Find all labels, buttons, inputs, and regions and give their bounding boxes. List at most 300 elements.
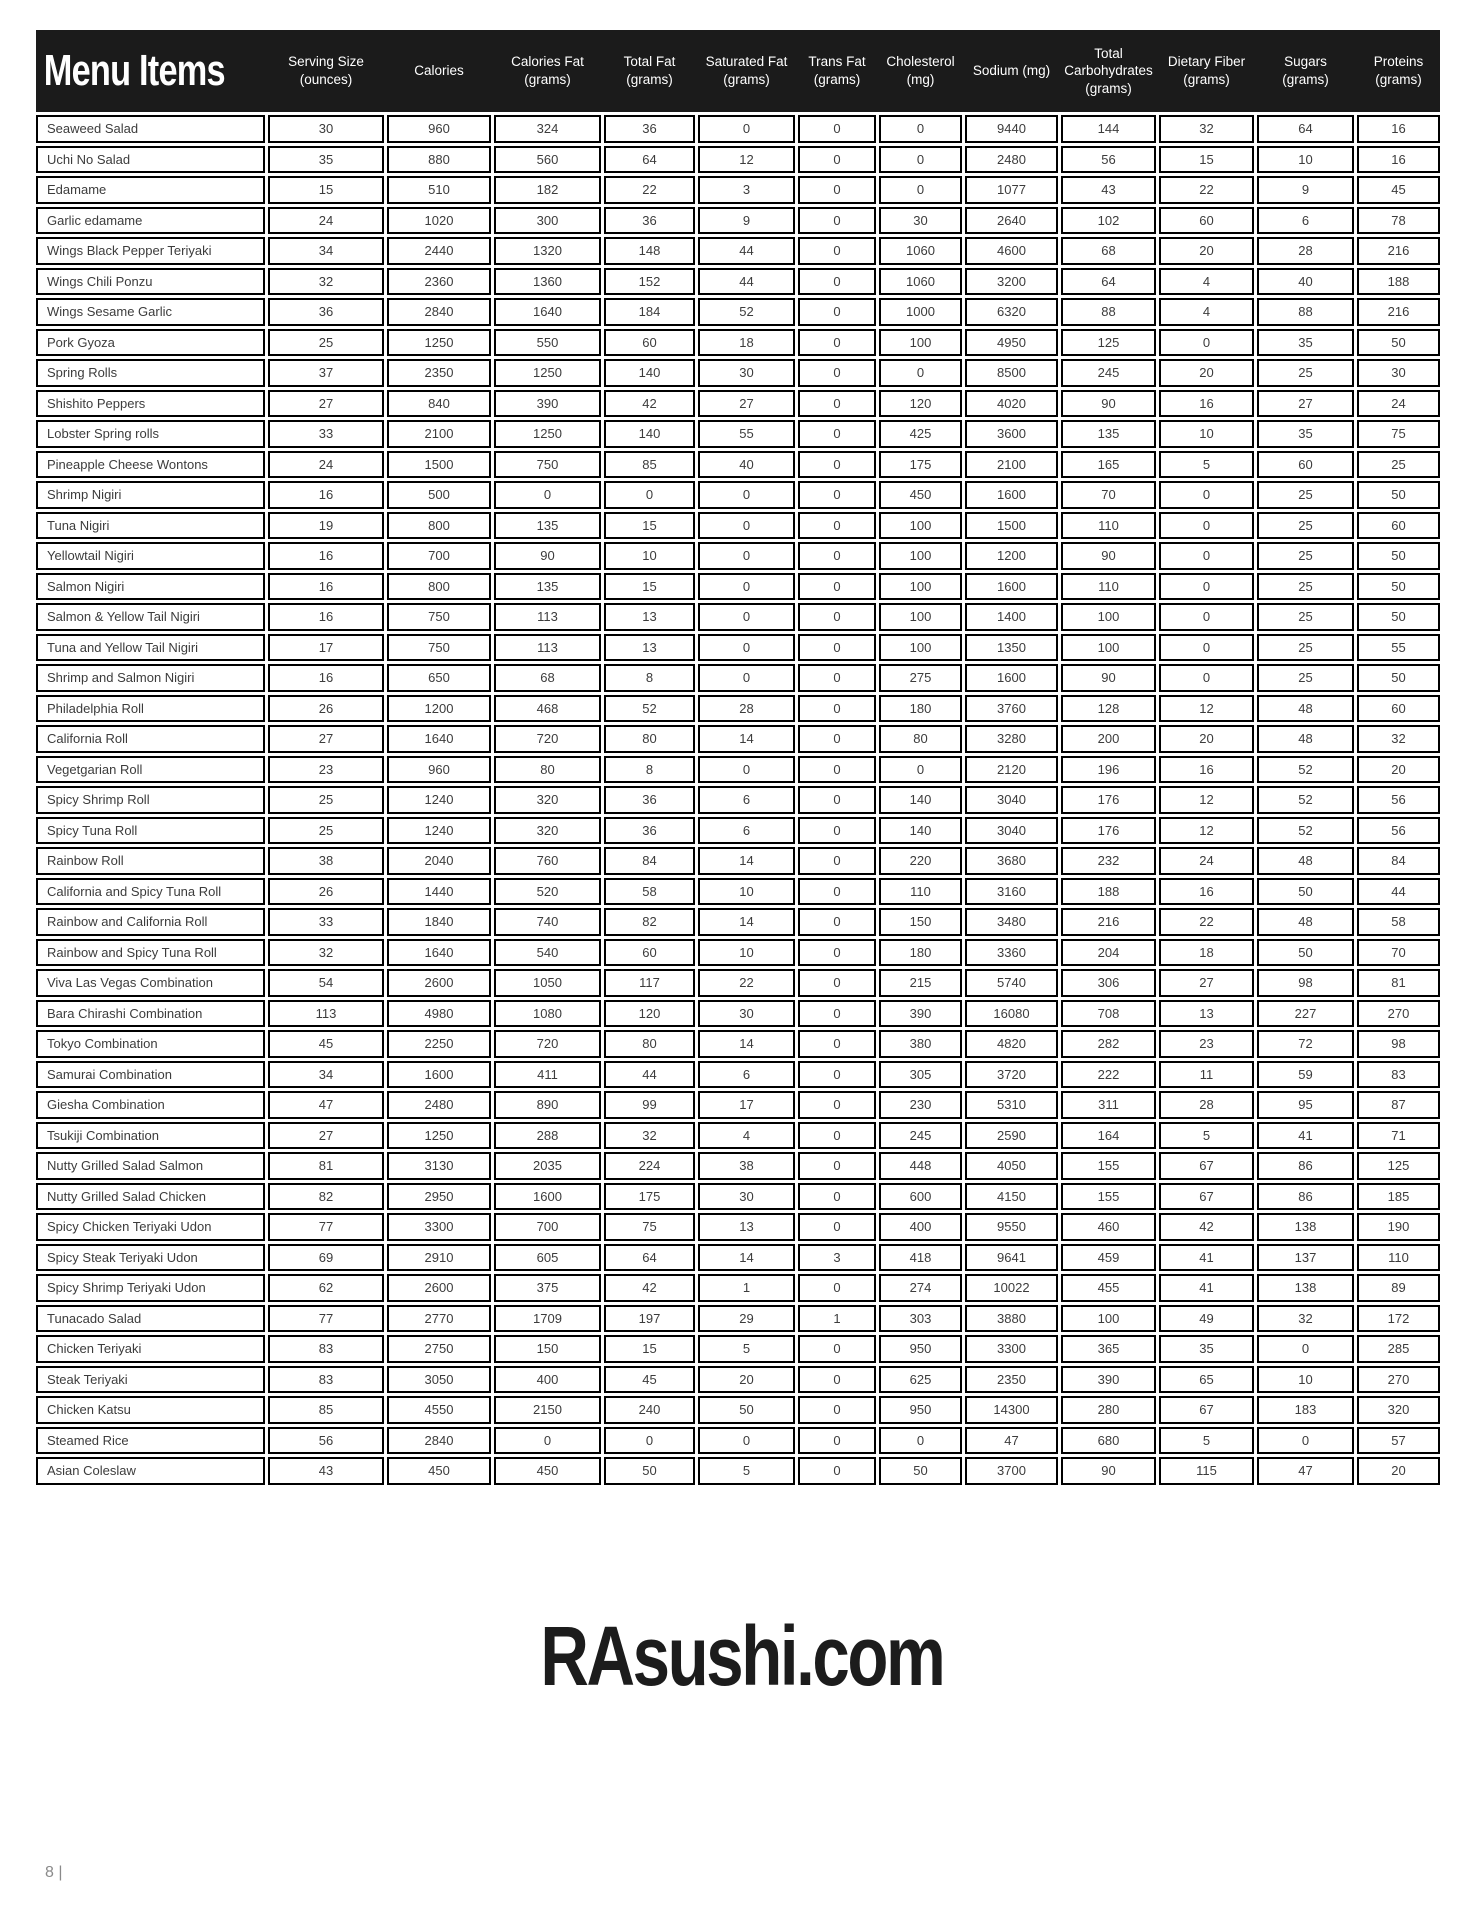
nutrition-value: 455 bbox=[1061, 1274, 1156, 1302]
nutrition-value: 20 bbox=[1159, 725, 1254, 753]
table-row bbox=[36, 1091, 1440, 1119]
table-row bbox=[36, 908, 1440, 936]
nutrition-value: 196 bbox=[1061, 756, 1156, 784]
nutrition-value: 64 bbox=[1061, 268, 1156, 296]
nutrition-value: 0 bbox=[879, 1427, 962, 1455]
nutrition-value: 880 bbox=[387, 146, 491, 174]
nutrition-value: 176 bbox=[1061, 786, 1156, 814]
nutrition-value: 67 bbox=[1159, 1183, 1254, 1211]
nutrition-value: 113 bbox=[268, 1000, 384, 1028]
nutrition-value: 90 bbox=[1061, 542, 1156, 570]
nutrition-value: 450 bbox=[494, 1457, 601, 1485]
table-row bbox=[36, 1305, 1440, 1333]
nutrition-value: 50 bbox=[1357, 664, 1440, 692]
table-row bbox=[36, 1396, 1440, 1424]
nutrition-value: 303 bbox=[879, 1305, 962, 1333]
nutrition-value: 27 bbox=[268, 725, 384, 753]
nutrition-value: 0 bbox=[1159, 512, 1254, 540]
nutrition-value: 418 bbox=[879, 1244, 962, 1272]
table-row bbox=[36, 329, 1440, 357]
nutrition-value: 172 bbox=[1357, 1305, 1440, 1333]
nutrition-value: 680 bbox=[1061, 1427, 1156, 1455]
nutrition-value: 1020 bbox=[387, 207, 491, 235]
nutrition-value: 35 bbox=[1257, 420, 1354, 448]
nutrition-value: 4950 bbox=[965, 329, 1058, 357]
nutrition-value: 380 bbox=[879, 1030, 962, 1058]
nutrition-value: 25 bbox=[1257, 573, 1354, 601]
nutrition-value: 9 bbox=[1257, 176, 1354, 204]
menu-item-name: Steamed Rice bbox=[36, 1427, 265, 1455]
table-row bbox=[36, 420, 1440, 448]
nutrition-value: 45 bbox=[1357, 176, 1440, 204]
nutrition-value: 60 bbox=[1159, 207, 1254, 235]
page-number: 8 | bbox=[45, 1864, 63, 1881]
nutrition-value: 245 bbox=[1061, 359, 1156, 387]
column-header: Sugars (grams) bbox=[1282, 54, 1329, 87]
nutrition-value: 55 bbox=[698, 420, 795, 448]
nutrition-value: 10 bbox=[1257, 1366, 1354, 1394]
nutrition-value: 6 bbox=[1257, 207, 1354, 235]
nutrition-value: 960 bbox=[387, 756, 491, 784]
nutrition-value: 275 bbox=[879, 664, 962, 692]
nutrition-value: 32 bbox=[1257, 1305, 1354, 1333]
table-row bbox=[36, 1274, 1440, 1302]
nutrition-value: 13 bbox=[698, 1213, 795, 1241]
nutrition-value: 2950 bbox=[387, 1183, 491, 1211]
nutrition-value: 85 bbox=[604, 451, 695, 479]
table-row bbox=[36, 969, 1440, 997]
nutrition-value: 1600 bbox=[494, 1183, 601, 1211]
nutrition-value: 0 bbox=[798, 634, 876, 662]
nutrition-value: 215 bbox=[879, 969, 962, 997]
nutrition-value: 0 bbox=[798, 695, 876, 723]
table-row bbox=[36, 115, 1440, 143]
nutrition-value: 9641 bbox=[965, 1244, 1058, 1272]
nutrition-value: 5740 bbox=[965, 969, 1058, 997]
nutrition-value: 50 bbox=[1257, 878, 1354, 906]
menu-item-name: Vegetgarian Roll bbox=[36, 756, 265, 784]
nutrition-value: 113 bbox=[494, 634, 601, 662]
nutrition-value: 890 bbox=[494, 1091, 601, 1119]
table-row bbox=[36, 695, 1440, 723]
nutrition-value: 2750 bbox=[387, 1335, 491, 1363]
table-title: Menu Items bbox=[43, 46, 225, 95]
nutrition-value: 390 bbox=[879, 1000, 962, 1028]
nutrition-value: 0 bbox=[798, 878, 876, 906]
nutrition-value: 120 bbox=[879, 390, 962, 418]
nutrition-value: 48 bbox=[1257, 725, 1354, 753]
nutrition-value: 0 bbox=[798, 542, 876, 570]
nutrition-value: 0 bbox=[494, 481, 601, 509]
nutrition-value: 0 bbox=[798, 1061, 876, 1089]
menu-item-name: Spicy Shrimp Teriyaki Udon bbox=[36, 1274, 265, 1302]
nutrition-value: 71 bbox=[1357, 1122, 1440, 1150]
nutrition-value: 148 bbox=[604, 237, 695, 265]
nutrition-value: 700 bbox=[387, 542, 491, 570]
nutrition-value: 13 bbox=[604, 634, 695, 662]
nutrition-value: 128 bbox=[1061, 695, 1156, 723]
nutrition-value: 20 bbox=[1357, 1457, 1440, 1485]
nutrition-value: 56 bbox=[1357, 786, 1440, 814]
nutrition-value: 28 bbox=[698, 695, 795, 723]
table-row bbox=[36, 1183, 1440, 1211]
nutrition-value: 365 bbox=[1061, 1335, 1156, 1363]
nutrition-value: 68 bbox=[1061, 237, 1156, 265]
nutrition-value: 2770 bbox=[387, 1305, 491, 1333]
nutrition-value: 32 bbox=[1159, 115, 1254, 143]
nutrition-value: 16 bbox=[268, 573, 384, 601]
nutrition-value: 8 bbox=[604, 664, 695, 692]
nutrition-value: 1 bbox=[798, 1305, 876, 1333]
table-row bbox=[36, 725, 1440, 753]
table-row bbox=[36, 1122, 1440, 1150]
menu-item-name: Bara Chirashi Combination bbox=[36, 1000, 265, 1028]
nutrition-value: 0 bbox=[604, 1427, 695, 1455]
nutrition-value: 2480 bbox=[965, 146, 1058, 174]
nutrition-value: 14 bbox=[698, 725, 795, 753]
nutrition-value: 27 bbox=[1159, 969, 1254, 997]
nutrition-value: 0 bbox=[798, 1427, 876, 1455]
nutrition-value: 2250 bbox=[387, 1030, 491, 1058]
nutrition-value: 38 bbox=[698, 1152, 795, 1180]
nutrition-value: 12 bbox=[1159, 695, 1254, 723]
nutrition-value: 44 bbox=[604, 1061, 695, 1089]
table-row bbox=[36, 1244, 1440, 1272]
nutrition-value: 245 bbox=[879, 1122, 962, 1150]
nutrition-value: 2480 bbox=[387, 1091, 491, 1119]
nutrition-value: 32 bbox=[1357, 725, 1440, 753]
menu-item-name: Steak Teriyaki bbox=[36, 1366, 265, 1394]
nutrition-value: 390 bbox=[494, 390, 601, 418]
nutrition-value: 68 bbox=[494, 664, 601, 692]
nutrition-value: 18 bbox=[1159, 939, 1254, 967]
nutrition-value: 1709 bbox=[494, 1305, 601, 1333]
nutrition-value: 1400 bbox=[965, 603, 1058, 631]
nutrition-value: 0 bbox=[698, 1427, 795, 1455]
nutrition-value: 0 bbox=[798, 939, 876, 967]
nutrition-value: 26 bbox=[268, 878, 384, 906]
nutrition-value: 87 bbox=[1357, 1091, 1440, 1119]
menu-item-name: Edamame bbox=[36, 176, 265, 204]
nutrition-value: 14 bbox=[698, 1244, 795, 1272]
nutrition-value: 12 bbox=[1159, 786, 1254, 814]
table-row bbox=[36, 1366, 1440, 1394]
table-row bbox=[36, 146, 1440, 174]
nutrition-value: 5 bbox=[698, 1457, 795, 1485]
nutrition-value: 3760 bbox=[965, 695, 1058, 723]
nutrition-value: 41 bbox=[1159, 1274, 1254, 1302]
menu-item-name: California and Spicy Tuna Roll bbox=[36, 878, 265, 906]
nutrition-value: 6 bbox=[698, 817, 795, 845]
nutrition-value: 100 bbox=[1061, 1305, 1156, 1333]
nutrition-value: 100 bbox=[879, 573, 962, 601]
nutrition-value: 50 bbox=[1357, 573, 1440, 601]
nutrition-value: 960 bbox=[387, 115, 491, 143]
nutrition-value: 24 bbox=[1159, 847, 1254, 875]
nutrition-value: 375 bbox=[494, 1274, 601, 1302]
nutrition-value: 150 bbox=[494, 1335, 601, 1363]
nutrition-value: 1080 bbox=[494, 1000, 601, 1028]
table-row bbox=[36, 756, 1440, 784]
column-header: Sodium (mg) bbox=[972, 63, 1051, 79]
nutrition-value: 69 bbox=[268, 1244, 384, 1272]
nutrition-value: 0 bbox=[698, 542, 795, 570]
nutrition-value: 4 bbox=[1159, 298, 1254, 326]
nutrition-value: 320 bbox=[494, 786, 601, 814]
column-header: Cholesterol (mg) bbox=[886, 54, 955, 87]
nutrition-value: 49 bbox=[1159, 1305, 1254, 1333]
nutrition-value: 24 bbox=[268, 451, 384, 479]
nutrition-value: 58 bbox=[1357, 908, 1440, 936]
nutrition-value: 197 bbox=[604, 1305, 695, 1333]
nutrition-value: 0 bbox=[798, 1213, 876, 1241]
nutrition-value: 84 bbox=[604, 847, 695, 875]
nutrition-value: 22 bbox=[1159, 908, 1254, 936]
nutrition-value: 0 bbox=[798, 420, 876, 448]
menu-item-name: Asian Coleslaw bbox=[36, 1457, 265, 1485]
nutrition-value: 43 bbox=[1061, 176, 1156, 204]
nutrition-value: 3480 bbox=[965, 908, 1058, 936]
nutrition-value: 15 bbox=[604, 512, 695, 540]
nutrition-value: 28 bbox=[1257, 237, 1354, 265]
nutrition-value: 70 bbox=[1357, 939, 1440, 967]
nutrition-value: 324 bbox=[494, 115, 601, 143]
nutrition-value: 1600 bbox=[965, 664, 1058, 692]
nutrition-value: 82 bbox=[268, 1183, 384, 1211]
nutrition-value: 32 bbox=[268, 939, 384, 967]
nutrition-value: 86 bbox=[1257, 1183, 1354, 1211]
nutrition-value: 99 bbox=[604, 1091, 695, 1119]
nutrition-value: 3 bbox=[698, 176, 795, 204]
nutrition-value: 0 bbox=[798, 817, 876, 845]
menu-item-name: Shrimp Nigiri bbox=[36, 481, 265, 509]
nutrition-value: 90 bbox=[1061, 1457, 1156, 1485]
nutrition-value: 72 bbox=[1257, 1030, 1354, 1058]
nutrition-value: 33 bbox=[268, 420, 384, 448]
nutrition-value: 125 bbox=[1061, 329, 1156, 357]
nutrition-value: 33 bbox=[268, 908, 384, 936]
menu-item-name: Tsukiji Combination bbox=[36, 1122, 265, 1150]
nutrition-value: 40 bbox=[1257, 268, 1354, 296]
nutrition-value: 0 bbox=[798, 176, 876, 204]
nutrition-value: 1000 bbox=[879, 298, 962, 326]
nutrition-value: 200 bbox=[1061, 725, 1156, 753]
nutrition-value: 2600 bbox=[387, 969, 491, 997]
nutrition-value: 0 bbox=[798, 1457, 876, 1485]
table-row bbox=[36, 298, 1440, 326]
nutrition-value: 230 bbox=[879, 1091, 962, 1119]
nutrition-value: 1600 bbox=[965, 481, 1058, 509]
nutrition-value: 50 bbox=[1257, 939, 1354, 967]
nutrition-value: 9 bbox=[698, 207, 795, 235]
nutrition-value: 0 bbox=[798, 1030, 876, 1058]
nutrition-value: 0 bbox=[1159, 603, 1254, 631]
nutrition-value: 56 bbox=[268, 1427, 384, 1455]
nutrition-value: 0 bbox=[798, 146, 876, 174]
table-row bbox=[36, 1000, 1440, 1028]
nutrition-value: 27 bbox=[268, 390, 384, 418]
nutrition-value: 560 bbox=[494, 146, 601, 174]
nutrition-value: 56 bbox=[1061, 146, 1156, 174]
table-row bbox=[36, 573, 1440, 601]
nutrition-value: 1250 bbox=[387, 1122, 491, 1150]
nutrition-value: 24 bbox=[268, 207, 384, 235]
nutrition-value: 16 bbox=[1357, 146, 1440, 174]
nutrition-value: 25 bbox=[1257, 512, 1354, 540]
nutrition-value: 16 bbox=[1357, 115, 1440, 143]
nutrition-value: 22 bbox=[604, 176, 695, 204]
nutrition-value: 32 bbox=[604, 1122, 695, 1150]
nutrition-value: 2040 bbox=[387, 847, 491, 875]
nutrition-value: 77 bbox=[268, 1213, 384, 1241]
nutrition-value: 64 bbox=[604, 1244, 695, 1272]
menu-item-name: Rainbow and Spicy Tuna Roll bbox=[36, 939, 265, 967]
nutrition-value: 25 bbox=[268, 329, 384, 357]
nutrition-value: 30 bbox=[1357, 359, 1440, 387]
nutrition-value: 9550 bbox=[965, 1213, 1058, 1241]
nutrition-value: 0 bbox=[798, 603, 876, 631]
nutrition-value: 28 bbox=[1159, 1091, 1254, 1119]
nutrition-value: 750 bbox=[387, 603, 491, 631]
nutrition-value: 3160 bbox=[965, 878, 1058, 906]
nutrition-value: 50 bbox=[1357, 481, 1440, 509]
nutrition-value: 20 bbox=[1159, 237, 1254, 265]
nutrition-value: 52 bbox=[698, 298, 795, 326]
nutrition-value: 10 bbox=[1159, 420, 1254, 448]
nutrition-value: 1200 bbox=[387, 695, 491, 723]
nutrition-value: 22 bbox=[1159, 176, 1254, 204]
nutrition-value: 320 bbox=[1357, 1396, 1440, 1424]
nutrition-value: 280 bbox=[1061, 1396, 1156, 1424]
nutrition-value: 5310 bbox=[965, 1091, 1058, 1119]
nutrition-value: 36 bbox=[268, 298, 384, 326]
nutrition-value: 0 bbox=[798, 298, 876, 326]
menu-item-name: Nutty Grilled Salad Chicken bbox=[36, 1183, 265, 1211]
menu-item-name: Nutty Grilled Salad Salmon bbox=[36, 1152, 265, 1180]
nutrition-value: 2100 bbox=[387, 420, 491, 448]
nutrition-value: 10022 bbox=[965, 1274, 1058, 1302]
nutrition-value: 26 bbox=[268, 695, 384, 723]
nutrition-value: 1600 bbox=[965, 573, 1058, 601]
nutrition-value: 0 bbox=[879, 115, 962, 143]
nutrition-value: 36 bbox=[604, 207, 695, 235]
nutrition-value: 1060 bbox=[879, 237, 962, 265]
nutrition-value: 17 bbox=[698, 1091, 795, 1119]
nutrition-value: 125 bbox=[1357, 1152, 1440, 1180]
nutrition-value: 60 bbox=[604, 939, 695, 967]
nutrition-value: 1500 bbox=[965, 512, 1058, 540]
menu-item-name: Giesha Combination bbox=[36, 1091, 265, 1119]
nutrition-value: 10 bbox=[604, 542, 695, 570]
nutrition-value: 300 bbox=[494, 207, 601, 235]
nutrition-value: 75 bbox=[604, 1213, 695, 1241]
menu-item-name: Tunacado Salad bbox=[36, 1305, 265, 1333]
nutrition-value: 0 bbox=[798, 786, 876, 814]
nutrition-value: 0 bbox=[1159, 664, 1254, 692]
nutrition-value: 2350 bbox=[387, 359, 491, 387]
nutrition-value: 14300 bbox=[965, 1396, 1058, 1424]
menu-item-name: Spicy Chicken Teriyaki Udon bbox=[36, 1213, 265, 1241]
nutrition-value: 3040 bbox=[965, 817, 1058, 845]
nutrition-value: 0 bbox=[879, 176, 962, 204]
menu-item-name: California Roll bbox=[36, 725, 265, 753]
nutrition-value: 36 bbox=[604, 115, 695, 143]
nutrition-value: 120 bbox=[604, 1000, 695, 1028]
nutrition-value: 1600 bbox=[387, 1061, 491, 1089]
nutrition-value: 1250 bbox=[494, 420, 601, 448]
nutrition-value: 13 bbox=[1159, 1000, 1254, 1028]
nutrition-table bbox=[36, 30, 1440, 1488]
nutrition-value: 720 bbox=[494, 1030, 601, 1058]
nutrition-value: 9440 bbox=[965, 115, 1058, 143]
nutrition-value: 67 bbox=[1159, 1152, 1254, 1180]
nutrition-value: 0 bbox=[1159, 634, 1254, 662]
nutrition-value: 1640 bbox=[387, 939, 491, 967]
nutrition-value: 30 bbox=[698, 359, 795, 387]
nutrition-value: 175 bbox=[604, 1183, 695, 1211]
nutrition-value: 1240 bbox=[387, 786, 491, 814]
nutrition-value: 3130 bbox=[387, 1152, 491, 1180]
nutrition-value: 540 bbox=[494, 939, 601, 967]
nutrition-value: 10 bbox=[1257, 146, 1354, 174]
nutrition-value: 0 bbox=[798, 329, 876, 357]
nutrition-value: 2120 bbox=[965, 756, 1058, 784]
nutrition-value: 4600 bbox=[965, 237, 1058, 265]
nutrition-value: 14 bbox=[698, 908, 795, 936]
menu-item-name: Spicy Shrimp Roll bbox=[36, 786, 265, 814]
nutrition-value: 800 bbox=[387, 573, 491, 601]
nutrition-value: 4 bbox=[698, 1122, 795, 1150]
column-header: Calories bbox=[414, 63, 464, 79]
column-header: Saturated Fat (grams) bbox=[705, 54, 788, 87]
menu-item-name: Tokyo Combination bbox=[36, 1030, 265, 1058]
nutrition-value: 100 bbox=[879, 512, 962, 540]
nutrition-value: 16 bbox=[268, 664, 384, 692]
nutrition-value: 32 bbox=[268, 268, 384, 296]
nutrition-value: 0 bbox=[798, 756, 876, 784]
nutrition-value: 57 bbox=[1357, 1427, 1440, 1455]
nutrition-value: 3700 bbox=[965, 1457, 1058, 1485]
menu-item-name: Garlic edamame bbox=[36, 207, 265, 235]
nutrition-value: 0 bbox=[798, 1000, 876, 1028]
nutrition-value: 500 bbox=[387, 481, 491, 509]
nutrition-value: 44 bbox=[698, 268, 795, 296]
nutrition-value: 4550 bbox=[387, 1396, 491, 1424]
nutrition-value: 15 bbox=[268, 176, 384, 204]
nutrition-value: 0 bbox=[879, 756, 962, 784]
table-row bbox=[36, 1061, 1440, 1089]
nutrition-value: 36 bbox=[604, 817, 695, 845]
nutrition-value: 52 bbox=[1257, 786, 1354, 814]
nutrition-value: 2035 bbox=[494, 1152, 601, 1180]
table-row bbox=[36, 451, 1440, 479]
table-row bbox=[36, 664, 1440, 692]
nutrition-value: 100 bbox=[1061, 603, 1156, 631]
nutrition-value: 78 bbox=[1357, 207, 1440, 235]
nutrition-value: 140 bbox=[604, 420, 695, 448]
nutrition-value: 150 bbox=[879, 908, 962, 936]
nutrition-value: 0 bbox=[698, 481, 795, 509]
nutrition-value: 5 bbox=[698, 1335, 795, 1363]
nutrition-value: 140 bbox=[879, 786, 962, 814]
nutrition-value: 12 bbox=[698, 146, 795, 174]
nutrition-value: 650 bbox=[387, 664, 491, 692]
nutrition-value: 0 bbox=[798, 1152, 876, 1180]
nutrition-value: 459 bbox=[1061, 1244, 1156, 1272]
menu-item-name: Spring Rolls bbox=[36, 359, 265, 387]
nutrition-value: 25 bbox=[1357, 451, 1440, 479]
nutrition-value: 285 bbox=[1357, 1335, 1440, 1363]
